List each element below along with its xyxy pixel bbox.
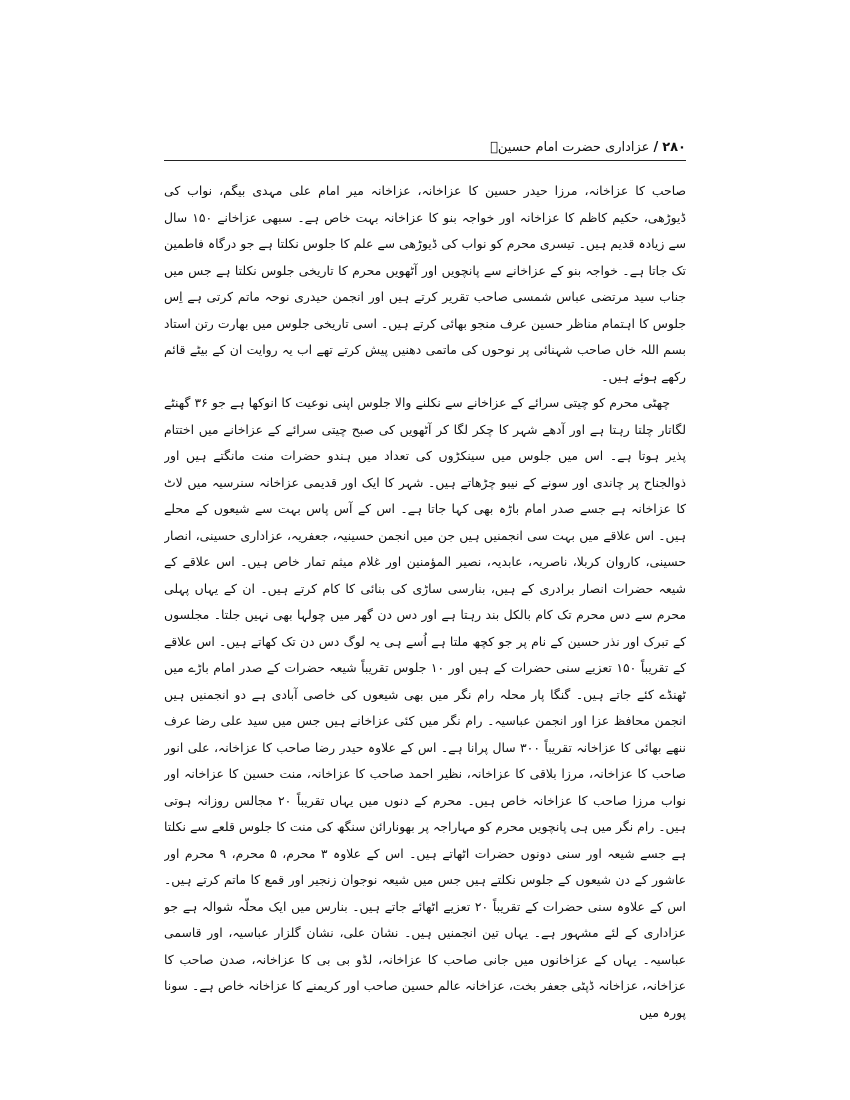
page-number: ۲۸۰ (662, 140, 686, 155)
header-separator: / (653, 140, 659, 155)
running-header (164, 126, 686, 156)
running-title: عزاداری حضرت امام حسینؑ (490, 140, 650, 155)
paragraph: چھٹی محرم کو چیتی سرائے کے عزاخانے سے نکلنے والا جلوس اپنی نوعیت کا انوکھا ہے جو ۳۶ گھنٹے لگاتار چلتا رہتا ہے اور آدھے شہر کا چکر لگا کر آٹھویں کی صبح چیتی سرائے کے عزاخانے میں اختتام پذیر ہوتا ہے۔ اس میں جلوس میں سینکڑوں کی تعداد میں ہندو حضرات منت مانگتے ہیں اور ذوالجناح پر چاندی اور سونے کے نیبو چڑھاتے ہیں۔ شہر کا ایک اور قدیمی عزاخانہ سنرسیہ میں لاٹ کا عزاخانہ ہے جسے صدر امام باڑہ بھی کہا جاتا ہے۔ اس کے آس پاس بہت سے شیعوں کے محلے ہیں۔ اس علاقے میں بہت سی انجمنیں ہیں جن میں انجمن حسینیہ، جعفریہ، عزاداری حسینی، انصار حسینی، کاروان کربلا، ناصریہ، عابدیہ، نصیر المؤمنین اور غلام میثم تمار خاص ہیں۔ اس علاقے کے شیعہ حضرات انصار برادری کے ہیں، بنارسی ساڑی کی بنائی کا کام کرتے ہیں۔ ان کے یہاں پہلی محرم سے دس محرم تک کام بالکل بند رہتا ہے اور دس دن گھر میں چولہا بھی نہیں جلتا۔ مجلسوں کے تبرک اور نذر حسین کے نام پر جو کچھ ملتا ہے اُسے ہی یہ لوگ دس دن تک کھاتے ہیں۔ اس علاقے کے تقریباً ۱۵۰ تعزیے سنی حضرات کے ہیں اور ۱۰ جلوس تقریباً شیعہ حضرات کے صدر امام باڑے میں ٹھنڈے کئے جاتے ہیں۔ گنگا پار محلہ رام نگر میں بھی شیعوں کی خاصی آبادی ہے دو انجمنیں ہیں انجمن محافظ عزا اور انجمن عباسیہ۔ رام نگر میں کئی عزاخانے ہیں جس میں سید علی رضا عرف ننھے بھائی کا عزاخانہ تقریباً ۳۰۰ سال پرانا ہے۔ اس کے علاوہ حیدر رضا صاحب کا عزاخانہ، علی انور صاحب کا عزاخانہ، مرزا بلاقی کا عزاخانہ، نظیر احمد صاحب کا عزاخانہ، منت حسین کا عزاخانہ اور نواب مرزا صاحب کا عزاخانہ خاص ہیں۔ محرم کے دنوں میں یہاں تقریباً ۲۰ مجالس روزانہ ہوتی ہیں۔ رام نگر میں ہی پانچویں محرم کو مہاراجہ پر بھونارائن سنگھ کی منت کا جلوس قلعے سے نکلتا ہے جسے شیعہ اور سنی دونوں حضرات اٹھاتے ہیں۔ اس کے علاوہ ۳ محرم، ۵ محرم، ۹ محرم اور عاشور کے دن شیعوں کے جلوس نکلتے ہیں جس میں شیعہ نوجوان زنجیر اور قمع کا ماتم کرتے ہیں۔ اس کے علاوہ سنی حضرات کے تقریباً ۲۰ تعزیے اٹھائے جاتے ہیں۔ بنارس میں ایک محلّہ شوالہ ہے جو عزاداری کے لئے مشہور ہے۔ یہاں تین انجمنیں ہیں۔ نشان علی، نشان گلزار عباسیہ، اور قاسمی عباسیہ۔ یہاں کے عزاخانوں میں جانی صاحب کا عزاخانہ، لڈو بی بی کا عزاخانہ، صدن صاحب کا عزاخانہ، عزاخانہ ڈپٹی جعفر بخت، عزاخانہ عالم حسین صاحب اور کریمنے کا عزاخانہ خاص ہے۔ سونا پورہ میں (164, 395, 686, 1020)
body-text (164, 178, 686, 1048)
paragraph: صاحب کا عزاخانہ، مرزا حیدر حسین کا عزاخانہ، عزاخانہ میر امام علی مہدی بیگم، نواب کی ڈیوڑھی، حکیم کاظم کا عزاخانہ اور خواجہ بنو کا عزاخانہ بہت خاص ہے۔ سبھی عزاخانے ۱۵۰ سال سے زیادہ قدیم ہیں۔ تیسری محرم کو نواب کی ڈیوڑھی سے علم کا جلوس نکلتا ہے جو درگاہ فاطمین تک جاتا ہے۔ خواجہ بنو کے عزاخانے سے پانچویں اور آٹھویں محرم کا تاریخی جلوس نکلتا ہے جس میں جناب سید مرتضی عباس شمسی صاحب تقریر کرتے ہیں اور انجمن حیدری نوحہ ماتم کرتی ہے اِس جلوس کا اہتمام مناظر حسین عرف منجو بھائی کرتے ہیں۔ اسی تاریخی جلوس میں بھارت رتن استاد بسم اللہ خاں صاحب شہنائی پر نوحوں کی ماتمی دھنیں پیش کرتے تھے اب یہ روایت ان کے بیٹے قائم رکھے ہوئے ہیں۔ (164, 183, 686, 384)
header-rule (164, 160, 686, 161)
